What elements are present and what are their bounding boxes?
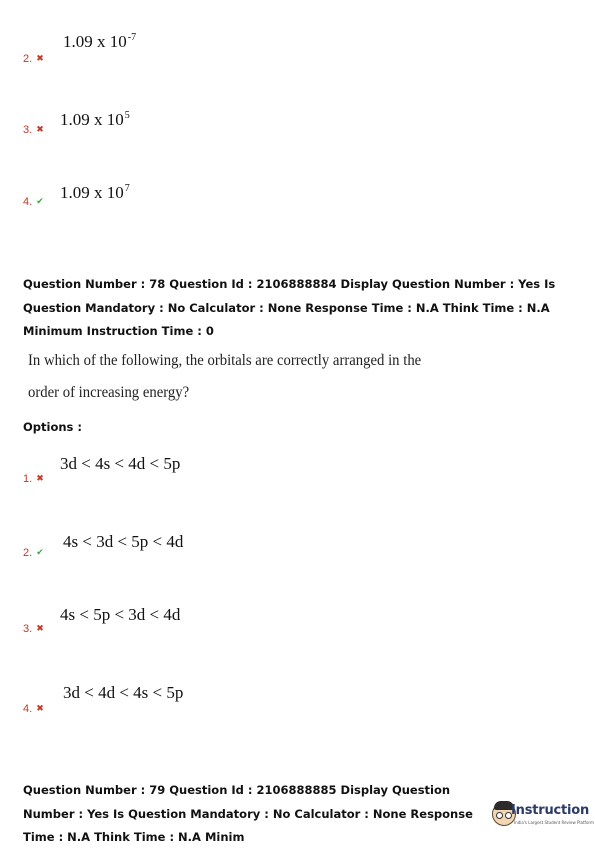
q78-option-4-number [23, 703, 44, 715]
instruction-watermark-logo [492, 802, 592, 832]
prev-option-2-expression [63, 32, 136, 52]
cross-icon: ✖ [36, 703, 44, 713]
q78-option-3-label: 3. [23, 623, 33, 635]
watermark-tagline: India's Largest Student Review Platform [514, 820, 594, 825]
prev-option-4-label: 4. [23, 196, 33, 208]
q78-option-2-text: 4s < 3d < 5p < 4d [63, 532, 184, 551]
prev-option-2-exponent: -7 [127, 32, 137, 43]
q78-option-2-number [23, 547, 44, 559]
cross-icon: ✖ [36, 53, 44, 63]
options-label: Options : [23, 420, 82, 434]
cross-icon: ✖ [36, 124, 44, 134]
q78-option-4-label: 4. [23, 703, 33, 715]
cross-icon: ✖ [36, 473, 44, 483]
prev-option-3-expression [60, 110, 130, 130]
prev-option-3-number [23, 124, 44, 136]
prev-option-3-mantissa: 1.09 x 10 [60, 110, 124, 129]
prev-option-4-expression [60, 183, 130, 203]
prev-option-3-exponent: 5 [124, 110, 130, 121]
q78-option-2-label: 2. [23, 547, 33, 559]
prev-option-2-mantissa: 1.09 x 10 [63, 32, 127, 51]
q78-option-3-text: 4s < 5p < 3d < 4d [60, 605, 181, 624]
prev-option-4-exponent: 7 [124, 183, 130, 194]
q78-option-1-text: 3d < 4s < 4d < 5p [60, 454, 181, 473]
question-78-text: In which of the following, the orbitals are correctly arranged in the order of increasing energy? [28, 352, 422, 401]
prev-option-2-number [23, 53, 44, 65]
prev-option-4-number [23, 196, 44, 208]
q78-option-1-label: 1. [23, 473, 33, 485]
q78-option-1-number [23, 473, 44, 485]
prev-option-3-label: 3. [23, 124, 33, 136]
q78-option-3-number [23, 623, 44, 635]
prev-option-4-mantissa: 1.09 x 10 [60, 183, 124, 202]
check-icon: ✔ [36, 547, 44, 557]
q78-option-4-text: 3d < 4d < 4s < 5p [63, 683, 184, 702]
question-79-header: Question Number : 79 Question Id : 2106888885 Display Question Number : Yes Is Question Mandatory : No Calculator : None Response Time : N.A Think Time : N.A Minim [23, 783, 473, 844]
watermark-brand: Instruction [511, 803, 590, 818]
cross-icon: ✖ [36, 623, 44, 633]
check-icon: ✔ [36, 196, 44, 206]
question-78-header: Question Number : 78 Question Id : 2106888884 Display Question Number : Yes Is Question Mandatory : No Calculator : None Response Time : N.A Think Time : N.A Minimum Instruction Time : 0 [23, 277, 556, 338]
prev-option-2-label: 2. [23, 53, 33, 65]
